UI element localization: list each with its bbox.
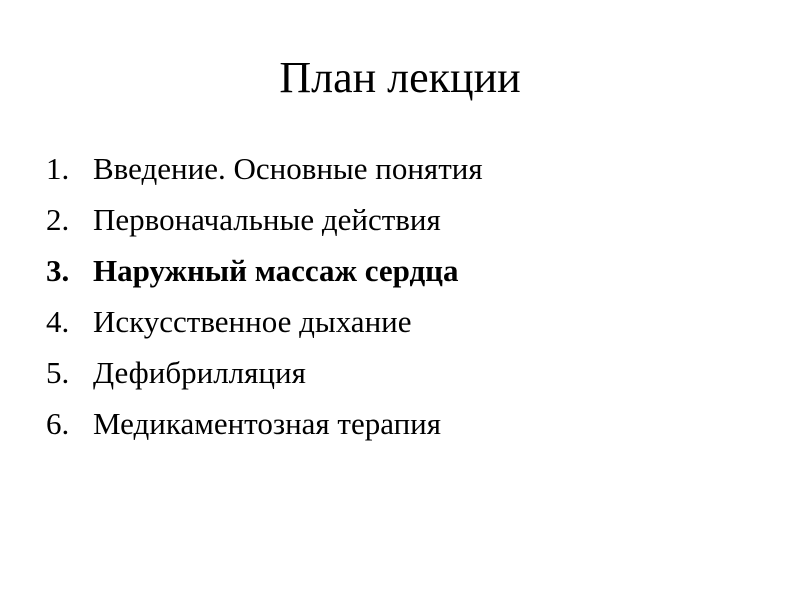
item-number: 3. (46, 253, 70, 288)
list-item (46, 398, 483, 449)
slide-title: План лекции (279, 53, 521, 102)
item-number: 2. (46, 202, 70, 237)
item-number: 5. (46, 355, 70, 390)
item-label: Искусственное дыхание (93, 304, 412, 339)
item-label: Наружный массаж сердца (93, 253, 459, 288)
list-item (46, 194, 483, 245)
list-item (46, 143, 483, 194)
list-item (46, 347, 483, 398)
item-label: Медикаментозная терапия (93, 406, 442, 441)
item-number: 4. (46, 304, 70, 339)
lecture-plan-list (46, 143, 483, 449)
item-label: Дефибрилляция (93, 355, 306, 390)
item-number: 1. (46, 151, 70, 186)
item-label: Введение. Основные понятия (93, 151, 483, 186)
list-item-current (46, 245, 483, 296)
list-item (46, 296, 483, 347)
item-label: Первоначальные действия (93, 202, 441, 237)
item-number: 6. (46, 406, 70, 441)
